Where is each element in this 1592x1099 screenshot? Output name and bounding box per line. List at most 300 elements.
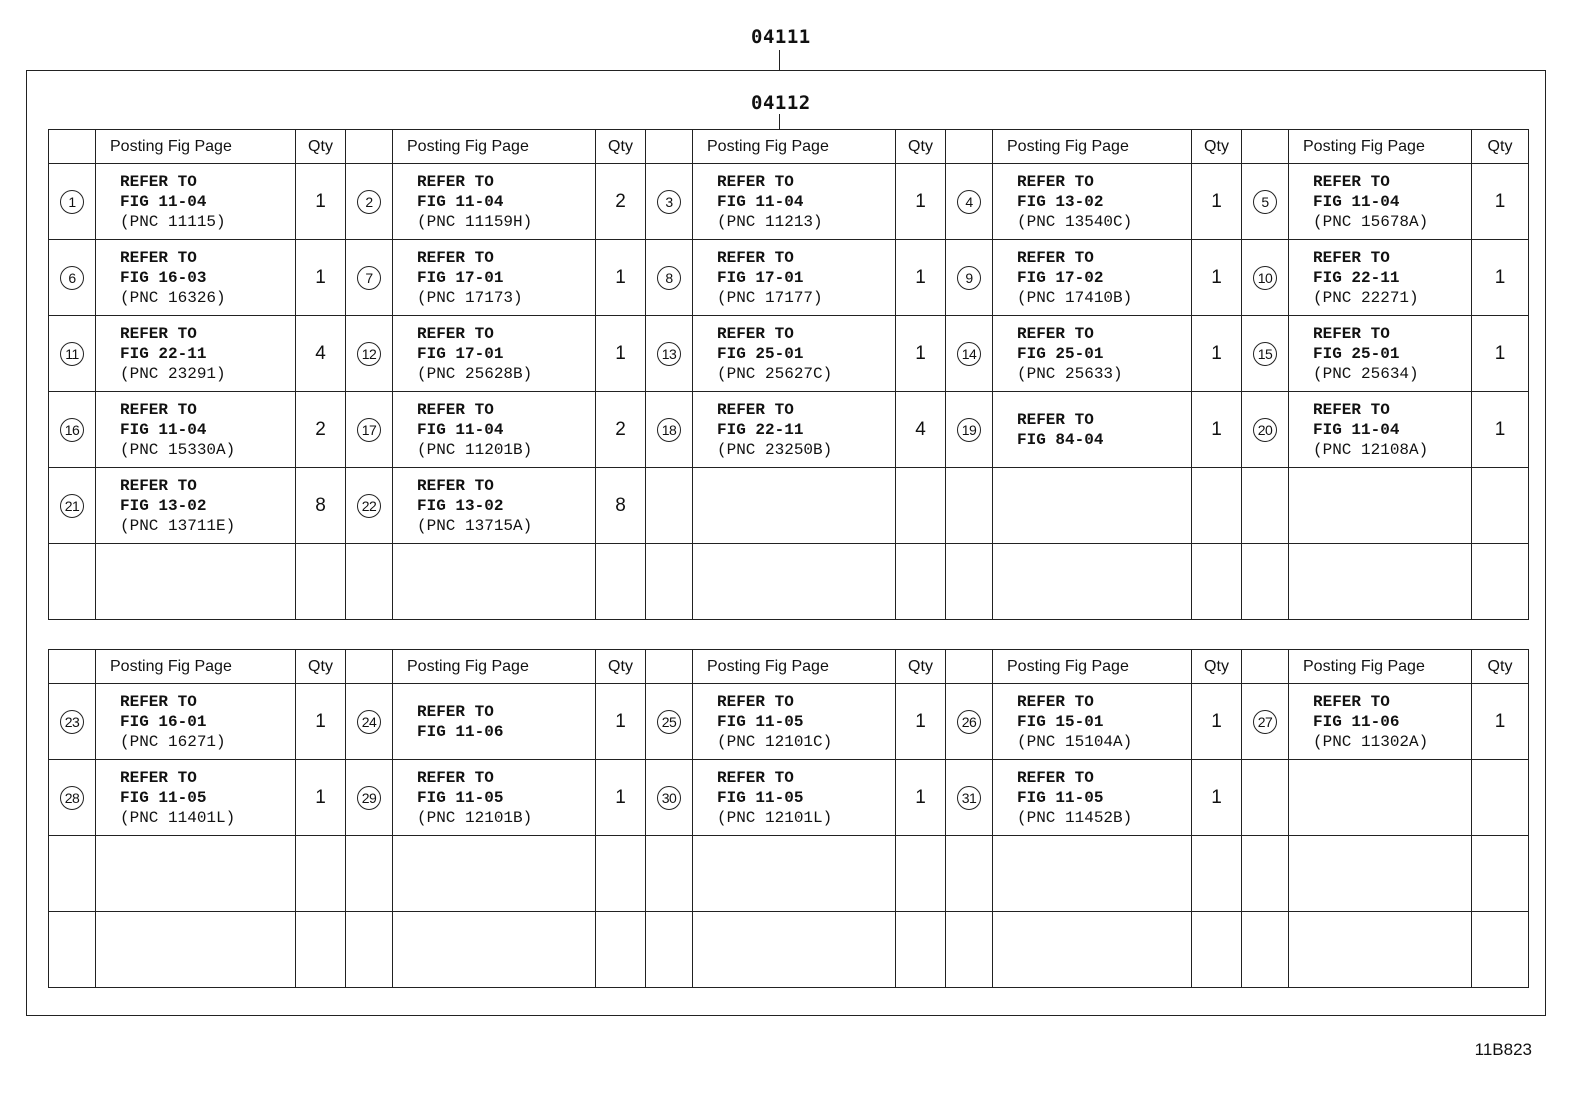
qty-cell: 1 [1192,392,1242,468]
qty-cell [896,836,946,912]
callout-number: 4 [957,190,981,214]
reference-cell [393,760,596,836]
header-row [49,130,1529,164]
qty-cell: 1 [296,164,346,240]
callout-number: 17 [357,418,381,442]
header-number-cell [946,130,993,164]
header-number-cell [346,650,393,684]
reference-cell [1289,240,1472,316]
reference-cell [993,468,1192,544]
refer-to-text: REFER TO [120,476,197,495]
refer-to-text: REFER TO [120,768,197,787]
qty-cell: 1 [1192,684,1242,760]
pnc-reference: (PNC 23250B) [717,440,833,459]
reference-cell [96,468,296,544]
reference-cell [393,392,596,468]
table-row [49,684,1529,760]
pnc-reference: (PNC 11213) [717,212,823,231]
callout-number-cell [1242,836,1289,912]
refer-to-text: REFER TO [1313,692,1390,711]
pnc-reference: (PNC 17173) [417,288,523,307]
qty-cell: 1 [296,760,346,836]
callout-number: 1 [60,190,84,214]
fig-reference: FIG 11-04 [1313,192,1400,211]
reference-cell [96,912,296,988]
qty-cell [1192,836,1242,912]
callout-number-cell [646,316,693,392]
pnc-reference: (PNC 12101B) [417,808,533,827]
callout-number: 6 [60,266,84,290]
qty-cell: 1 [296,684,346,760]
reference-cell [693,468,896,544]
header-number-cell [946,650,993,684]
refer-to-text: REFER TO [417,324,494,343]
qty-cell: 1 [596,684,646,760]
callout-number: 23 [60,710,84,734]
callout-number: 28 [60,786,84,810]
callout-number-cell [1242,468,1289,544]
header-posting-fig-page: Posting Fig Page [693,130,896,164]
pnc-reference: (PNC 16271) [120,732,226,751]
fig-reference: FIG 11-05 [120,788,207,807]
table-row [49,164,1529,240]
callout-number-cell [1242,392,1289,468]
reference-cell [393,912,596,988]
reference-cell [96,544,296,620]
callout-number-cell [646,392,693,468]
pnc-reference: (PNC 11159H) [417,212,533,231]
callout-number-cell [946,468,993,544]
callout-number-cell [49,912,96,988]
refer-to-text: REFER TO [1017,768,1094,787]
callout-number: 16 [60,418,84,442]
callout-number: 10 [1253,266,1277,290]
fig-reference: FIG 11-05 [717,788,804,807]
refer-to-text: REFER TO [717,248,794,267]
qty-cell: 8 [596,468,646,544]
header-posting-fig-page: Posting Fig Page [393,650,596,684]
callout-number: 24 [357,710,381,734]
refer-to-text: REFER TO [417,248,494,267]
callout-number-cell [646,468,693,544]
refer-to-text: REFER TO [417,172,494,191]
refer-to-text: REFER TO [417,768,494,787]
refer-to-text: REFER TO [120,172,197,191]
qty-cell: 1 [1192,164,1242,240]
callout-number: 27 [1253,710,1277,734]
header-qty: Qty [596,650,646,684]
reference-cell [693,316,896,392]
reference-cell [393,544,596,620]
callout-number-cell [946,836,993,912]
callout-number: 22 [357,494,381,518]
reference-cell [393,164,596,240]
reference-cell [993,760,1192,836]
qty-cell: 4 [296,316,346,392]
callout-number-cell [49,164,96,240]
qty-cell: 2 [296,392,346,468]
refer-to-text: REFER TO [417,400,494,419]
pnc-reference: (PNC 15104A) [1017,732,1133,751]
header-number-cell [1242,130,1289,164]
fig-reference: FIG 16-01 [120,712,207,731]
reference-cell [393,240,596,316]
callout-number-cell [346,164,393,240]
callout-number: 31 [957,786,981,810]
header-posting-fig-page: Posting Fig Page [96,130,296,164]
callout-number-cell [946,316,993,392]
qty-cell: 2 [596,164,646,240]
reference-cell [1289,912,1472,988]
callout-number-cell [1242,316,1289,392]
callout-number-cell [49,544,96,620]
header-posting-fig-page: Posting Fig Page [993,130,1192,164]
callout-number: 29 [357,786,381,810]
header-qty: Qty [1472,650,1529,684]
reference-cell [1289,468,1472,544]
pnc-reference: (PNC 13715A) [417,516,533,535]
refer-to-text: REFER TO [717,172,794,191]
table-row [49,912,1529,988]
reference-cell [96,836,296,912]
fig-reference: FIG 13-02 [417,496,504,515]
reference-cell [693,684,896,760]
fig-reference: FIG 84-04 [1017,430,1104,449]
pnc-reference: (PNC 25634) [1313,364,1419,383]
refer-to-text: REFER TO [1313,248,1390,267]
leader-line-top [779,50,780,70]
qty-cell [896,544,946,620]
fig-reference: FIG 11-05 [1017,788,1104,807]
qty-cell [596,544,646,620]
header-posting-fig-page: Posting Fig Page [96,650,296,684]
callout-number-cell [1242,240,1289,316]
callout-number: 12 [357,342,381,366]
table-row [49,392,1529,468]
qty-cell [1472,468,1529,544]
reference-cell [96,760,296,836]
qty-cell: 1 [896,240,946,316]
pnc-reference: (PNC 25633) [1017,364,1123,383]
reference-cell [1289,164,1472,240]
table-row [49,468,1529,544]
qty-cell [1192,544,1242,620]
reference-cell [693,240,896,316]
reference-cell [1289,684,1472,760]
pnc-reference: (PNC 11201B) [417,440,533,459]
callout-number: 30 [657,786,681,810]
reference-cell [993,912,1192,988]
qty-cell [596,836,646,912]
qty-cell [596,912,646,988]
figure-id: 11B823 [1474,1040,1532,1059]
qty-cell: 1 [1192,316,1242,392]
callout-number: 25 [657,710,681,734]
fig-reference: FIG 15-01 [1017,712,1104,731]
callout-number-cell [49,392,96,468]
reference-cell [993,240,1192,316]
callout-number-cell [1242,760,1289,836]
callout-number-cell [346,468,393,544]
fig-reference: FIG 11-04 [120,192,207,211]
qty-cell [1472,912,1529,988]
reference-cell [1289,392,1472,468]
reference-cell [993,544,1192,620]
reference-cell [393,836,596,912]
callout-number: 26 [957,710,981,734]
qty-cell: 1 [596,760,646,836]
qty-cell [1192,912,1242,988]
callout-number: 13 [657,342,681,366]
callout-number: 5 [1253,190,1277,214]
pnc-reference: (PNC 12108A) [1313,440,1429,459]
pnc-reference: (PNC 11115) [120,212,226,231]
qty-cell [296,912,346,988]
reference-cell [993,316,1192,392]
fig-reference: FIG 11-05 [717,712,804,731]
callout-number-cell [49,760,96,836]
pnc-reference: (PNC 15330A) [120,440,236,459]
callout-number-cell [346,912,393,988]
pnc-reference: (PNC 15678A) [1313,212,1429,231]
fig-reference: FIG 22-11 [717,420,804,439]
qty-cell: 1 [896,316,946,392]
reference-cell [393,684,596,760]
callout-number-cell [946,760,993,836]
table-row [49,316,1529,392]
qty-cell: 1 [896,760,946,836]
qty-cell: 1 [1192,240,1242,316]
header-posting-fig-page: Posting Fig Page [993,650,1192,684]
header-qty: Qty [1192,130,1242,164]
callout-number-cell [346,316,393,392]
pnc-reference: (PNC 16326) [120,288,226,307]
refer-to-text: REFER TO [1017,324,1094,343]
pnc-reference: (PNC 17410B) [1017,288,1133,307]
pnc-reference: (PNC 13540C) [1017,212,1133,231]
callout-number: 3 [657,190,681,214]
refer-to-text: REFER TO [1017,248,1094,267]
table-row [49,544,1529,620]
qty-cell: 1 [596,240,646,316]
reference-cell [993,836,1192,912]
refer-to-text: REFER TO [1017,410,1094,429]
callout-number: 20 [1253,418,1277,442]
refer-to-text: REFER TO [120,324,197,343]
fig-reference: FIG 11-04 [417,192,504,211]
callout-number: 14 [957,342,981,366]
header-number-cell [49,650,96,684]
pnc-reference: (PNC 22271) [1313,288,1419,307]
pnc-reference: (PNC 13711E) [120,516,236,535]
qty-cell: 1 [1192,760,1242,836]
fig-reference: FIG 11-05 [417,788,504,807]
qty-cell: 1 [596,316,646,392]
header-qty: Qty [896,650,946,684]
qty-cell [1192,468,1242,544]
refer-to-text: REFER TO [120,248,197,267]
fig-reference: FIG 11-06 [417,722,504,741]
qty-cell: 1 [1472,164,1529,240]
pnc-reference: (PNC 12101L) [717,808,833,827]
fig-reference: FIG 16-03 [120,268,207,287]
refer-to-text: REFER TO [717,324,794,343]
assembly-label-top: 04111 [751,26,811,48]
callout-number: 15 [1253,342,1277,366]
callout-number-cell [946,684,993,760]
refer-to-text: REFER TO [717,400,794,419]
header-posting-fig-page: Posting Fig Page [1289,650,1472,684]
callout-number-cell [49,468,96,544]
reference-cell [693,164,896,240]
reference-table-1 [48,129,1529,620]
leader-line-inner [779,114,780,130]
callout-number-cell [346,836,393,912]
reference-cell [96,240,296,316]
refer-to-text: REFER TO [717,692,794,711]
reference-cell [96,164,296,240]
refer-to-text: REFER TO [120,692,197,711]
callout-number-cell [1242,544,1289,620]
qty-cell: 1 [1472,240,1529,316]
pnc-reference: (PNC 25628B) [417,364,533,383]
callout-number: 21 [60,494,84,518]
callout-number-cell [946,164,993,240]
callout-number-cell [646,912,693,988]
qty-cell: 1 [1472,392,1529,468]
qty-cell [896,912,946,988]
pnc-reference: (PNC 17177) [717,288,823,307]
qty-cell [1472,760,1529,836]
refer-to-text: REFER TO [1313,172,1390,191]
pnc-reference: (PNC 11401L) [120,808,236,827]
qty-cell [1472,836,1529,912]
callout-number-cell [946,544,993,620]
qty-cell: 4 [896,392,946,468]
header-qty: Qty [296,650,346,684]
callout-number-cell [346,544,393,620]
callout-number-cell [346,760,393,836]
callout-number-cell [49,240,96,316]
qty-cell: 1 [1472,684,1529,760]
callout-number-cell [49,684,96,760]
header-posting-fig-page: Posting Fig Page [393,130,596,164]
header-number-cell [346,130,393,164]
callout-number: 18 [657,418,681,442]
reference-cell [1289,836,1472,912]
callout-number: 8 [657,266,681,290]
qty-cell: 1 [896,164,946,240]
reference-cell [693,912,896,988]
callout-number-cell [1242,684,1289,760]
callout-number-cell [646,240,693,316]
reference-cell [693,836,896,912]
callout-number-cell [646,544,693,620]
refer-to-text: REFER TO [1017,692,1094,711]
callout-number: 7 [357,266,381,290]
callout-number-cell [346,684,393,760]
refer-to-text: REFER TO [1017,172,1094,191]
qty-cell: 1 [896,684,946,760]
reference-cell [693,760,896,836]
fig-reference: FIG 11-04 [120,420,207,439]
fig-reference: FIG 22-11 [1313,268,1400,287]
header-qty: Qty [1192,650,1242,684]
reference-cell [693,544,896,620]
refer-to-text: REFER TO [1313,324,1390,343]
qty-cell [1472,544,1529,620]
callout-number-cell [1242,912,1289,988]
callout-number-cell [946,912,993,988]
header-qty: Qty [596,130,646,164]
qty-cell [296,836,346,912]
fig-reference: FIG 13-02 [120,496,207,515]
table-row [49,240,1529,316]
qty-cell [296,544,346,620]
qty-cell [896,468,946,544]
header-qty: Qty [296,130,346,164]
callout-number-cell [1242,164,1289,240]
fig-reference: FIG 11-04 [417,420,504,439]
header-number-cell [646,130,693,164]
pnc-reference: (PNC 25627C) [717,364,833,383]
reference-cell [96,316,296,392]
fig-reference: FIG 11-04 [1313,420,1400,439]
header-posting-fig-page: Posting Fig Page [693,650,896,684]
pnc-reference: (PNC 12101C) [717,732,833,751]
callout-number-cell [646,836,693,912]
fig-reference: FIG 13-02 [1017,192,1104,211]
callout-number-cell [646,684,693,760]
refer-to-text: REFER TO [417,702,494,721]
fig-reference: FIG 25-01 [1017,344,1104,363]
reference-table-2 [48,649,1529,988]
callout-number-cell [946,240,993,316]
qty-cell: 8 [296,468,346,544]
reference-cell [993,684,1192,760]
fig-reference: FIG 17-02 [1017,268,1104,287]
refer-to-text: REFER TO [717,768,794,787]
reference-cell [1289,316,1472,392]
reference-cell [1289,544,1472,620]
reference-cell [96,684,296,760]
header-number-cell [1242,650,1289,684]
callout-number: 19 [957,418,981,442]
pnc-reference: (PNC 23291) [120,364,226,383]
callout-number-cell [946,392,993,468]
table-row [49,760,1529,836]
fig-reference: FIG 11-06 [1313,712,1400,731]
header-qty: Qty [896,130,946,164]
fig-reference: FIG 17-01 [417,268,504,287]
qty-cell: 1 [1472,316,1529,392]
callout-number-cell [49,836,96,912]
assembly-label-inner: 04112 [751,92,811,114]
callout-number-cell [646,164,693,240]
refer-to-text: REFER TO [120,400,197,419]
header-number-cell [646,650,693,684]
reference-cell [993,164,1192,240]
reference-cell [393,316,596,392]
refer-to-text: REFER TO [417,476,494,495]
table-row [49,836,1529,912]
fig-reference: FIG 17-01 [417,344,504,363]
header-row [49,650,1529,684]
callout-number: 2 [357,190,381,214]
pnc-reference: (PNC 11302A) [1313,732,1429,751]
callout-number: 11 [60,342,84,366]
header-number-cell [49,130,96,164]
